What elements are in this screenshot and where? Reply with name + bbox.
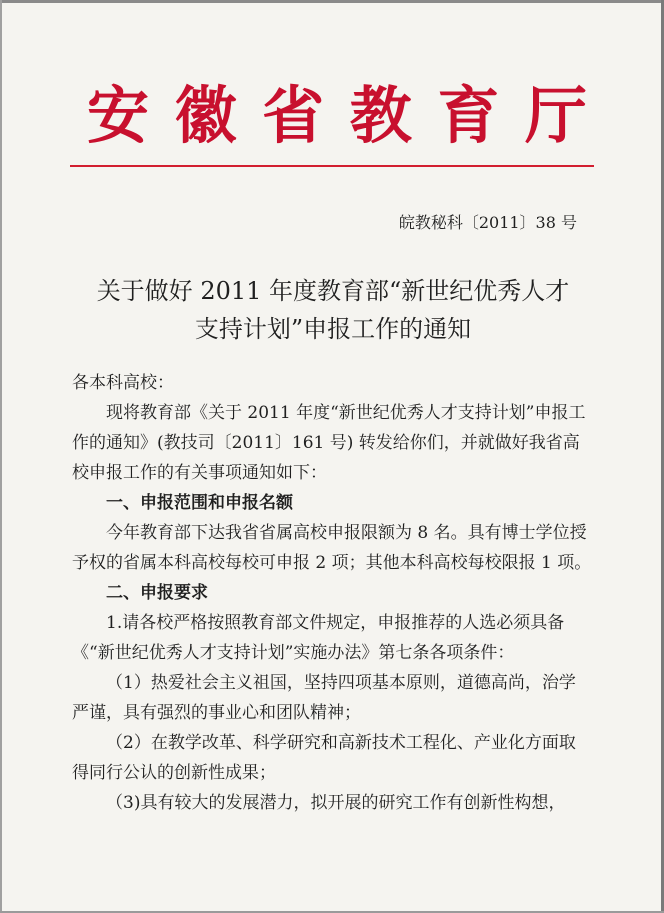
masthead-red-rule bbox=[70, 165, 594, 167]
document-body bbox=[72, 368, 592, 818]
section-heading-2: 二、申报要求 bbox=[106, 583, 208, 603]
requirement-item-1: 1.请各校严格按照教育部文件规定，申报推荐的人选必须具备《“新世纪优秀人才支持计划”实施办法》第七条各项条件： bbox=[72, 613, 565, 663]
page-border-left bbox=[0, 0, 2, 913]
condition-2: （2）在教学改革、科学研究和高新技术工程化、产业化方面取得同行公认的创新性成果； bbox=[72, 733, 576, 783]
condition-1: （1）热爱社会主义祖国，坚持四项基本原则，道德高尚，治学严谨，具有强烈的事业心和团队精神； bbox=[72, 673, 576, 723]
section-1-paragraph: 今年教育部下达我省省属高校申报限额为 8 名。具有博士学位授予权的省属本科高校每校可申报 2 项；其他本科高校每校限报 1 项。 bbox=[72, 523, 592, 573]
condition-3: （3)具有较大的发展潜力，拟开展的研究工作有创新性构想， bbox=[106, 793, 566, 813]
document-title bbox=[88, 272, 578, 348]
title-line-1: 关于做好 2011 年度教育部“新世纪优秀人才 bbox=[96, 277, 570, 305]
masthead-char: 教 bbox=[349, 79, 412, 152]
masthead-char: 徽 bbox=[174, 79, 237, 152]
masthead-char: 安 bbox=[86, 79, 149, 152]
salutation: 各本科高校： bbox=[72, 373, 174, 393]
document-number: 皖教秘科〔2011〕38 号 bbox=[398, 213, 577, 232]
title-line-2: 支持计划”申报工作的通知 bbox=[194, 315, 472, 343]
masthead-char: 育 bbox=[437, 79, 500, 152]
intro-paragraph: 现将教育部《关于 2011 年度“新世纪优秀人才支持计划”申报工作的通知》(教技司〔2011〕161 号) 转发给你们，并就做好我省高校申报工作的有关事项通知如下： bbox=[72, 403, 586, 483]
issuer-masthead bbox=[82, 76, 592, 156]
section-heading-1: 一、申报范围和申报名额 bbox=[106, 493, 293, 513]
page-border-top bbox=[0, 0, 664, 3]
masthead-char: 省 bbox=[262, 79, 325, 152]
masthead-char: 厅 bbox=[524, 79, 587, 152]
